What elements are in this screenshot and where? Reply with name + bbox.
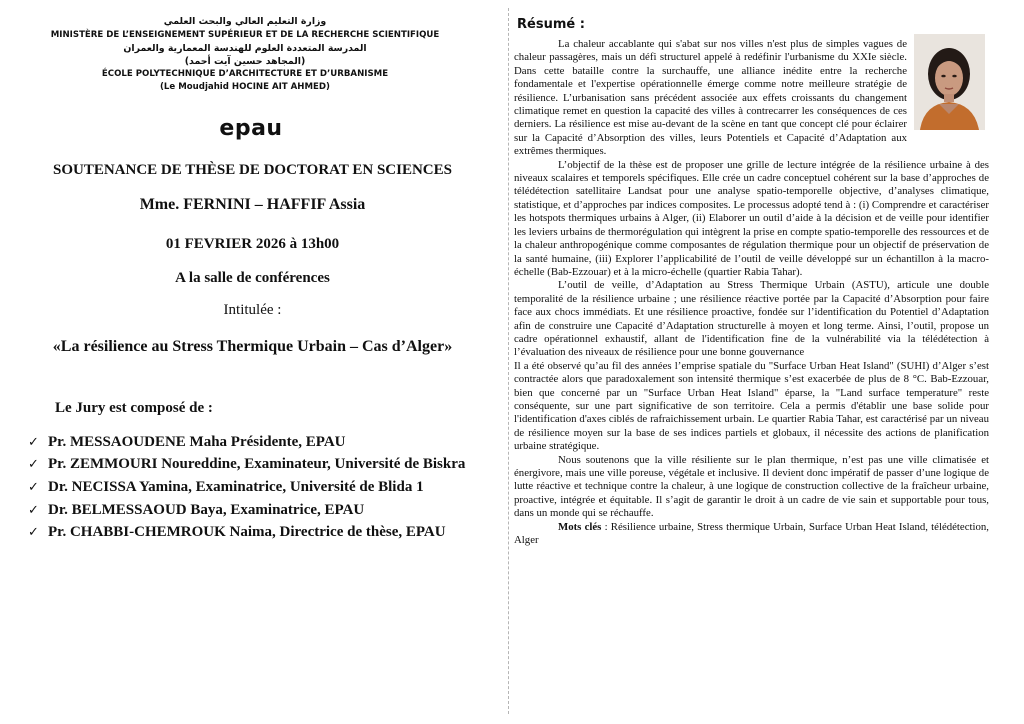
defense-venue: A la salle de conférences [175,270,330,286]
check-icon: ✓ [28,434,39,450]
summary-panel [514,0,1019,724]
jury-heading: Le Jury est composé de : [55,400,213,416]
school-named-french: (Le Moudjahid HOCINE AIT AHMED) [160,82,330,92]
page-divider [508,8,509,714]
summary-paragraph: L’objectif de la thèse est de proposer une grille de lecture intégrée de la résilience urbaine à des niveaux scalaires et temporels spécifiques. Elle crée un cadre conceptuel cohérent sur la base d’approches de télédétection satellitaire Landsat pour une analyse spatio-temporelle objective, d’analyses climatique, statistique, et d’approches par indices composites. Le processus adopté tend à : (i) Comprendre et caractériser les hotspots thermiques urbains à Alger, (ii) Elaborer un outil d’aide à la décision et de veille pour identifier les leviers urbains de thermorégulation qui intègrent la prise en compte spatio-temporelle des ressources et de la chaleur anthropogénique comme composantes de régulation thermique pour un objectif de préservation de la santé humaine, (iii) Explorer l’applicabilité de l’outil de veille développé sur un échantillon à la macro-échelle (Bab-Ezzouar) et à la micro-échelle (quartier Rabia Tahar). [514,158,989,278]
school-named-arabic: (المجاهد حسين آيت أحمد) [184,56,306,67]
thesis-title: «La résilience au Stress Thermique Urbain – Cas d’Alger» [52,338,453,355]
keywords-label: Mots clés [558,520,602,533]
summary-heading: Résumé : [517,17,585,32]
jury-member: ✓ Pr. MESSAOUDENE Maha Présidente, EPAU [28,433,346,450]
check-icon: ✓ [28,479,39,495]
ministry-arabic: وزارة التعليم العالي والبحث العلمي [163,16,327,27]
titled-label: Intitulée : [223,302,282,318]
jury-member: ✓ Pr. ZEMMOURI Noureddine, Examinateur, Université de Biskra [28,456,466,473]
keywords-list: : Résilience urbaine, Stress thermique Urbain, Surface Urban Heat Island, télédétection, Alger [514,520,990,547]
candidate-name: Mme. FERNINI – HAFFIF Assia [139,196,366,213]
jury-member: ✓ Dr. BELMESSAOUD Baya, Examinatrice, EPAU [28,501,365,518]
jury-member: ✓ Pr. CHABBI-CHEMROUK Naima, Directrice de thèse, EPAU [28,524,446,541]
summary-paragraph: Nous soutenons que la ville résiliente sur le plan thermique, n’est pas une ville climatisée et énergivore, mais une ville poreuse, végétale et inclusive. Il devient donc impératif de passer d’une logique de lutte réactive et technique contre la chaleur, à une logique de construction collective de la fraîcheur urbaine, proactive, intégrée et équitable. Il s’agit de garantir le droit à un cadre de vie sain et supportable pour tous, dans un monde qui se réchauffe. [514,453,989,520]
defense-date: 01 FEVRIER 2026 à 13h00 [165,236,340,252]
check-icon: ✓ [28,502,39,518]
summary-paragraph: La chaleur accablante qui s'abat sur nos villes n'est plus de simples vagues de chaleur passagères, mais un défi structurel appelé à redéfinir l'urbanisme du XXIe siècle. Dans cette bataille contre la surchauffe, une alliance inédite entre la recherche fondamentale et l'expertise opérationnelle émerge comme notre meilleure stratégie de résilience. L’urbanisation sans précédent associée aux effets croissants du changement climatique remet en question la capacité des villes à contrecarrer les conséquences de ces derniers. La résilience est mise au-devant de la scène en tant que concept clé pour éclairer sur la Capacité d’Absorption des villes, leurs Potentiels et Capacité d’Adaptation aux extrêmes thermiques. [514,38,907,158]
school-french: ÉCOLE POLYTECHNIQUE D’ARCHITECTURE ET D’URBANISME [101,69,389,79]
summary-paragraph: L’outil de veille, d’Adaptation au Stress Thermique Urbain (ASTU), articule une double temporalité de la résilience urbaine ; une résilience réactive portée par la Capacité d’Absorption pour faire face aux chocs immédiats. Et une résilience proactive, fondée sur l’identification du Potentiel d’Adaptation afin de construire une Capacité d’Adaptation structurelle à moyen et long terme. Ainsi, l’outil, propose un cadre opérationnel exhaustif, allant de l'identification fine de la vulnérabilité via la télédétection à l’évaluation des niveaux de résilience pour une bonne gouvernance [514,279,989,359]
epau-logo: epau [219,116,283,141]
summary-text [514,38,989,547]
school-arabic: المدرسة المتعددة العلوم للهندسة المعمارية والعمران [123,43,367,54]
check-icon: ✓ [28,457,39,473]
keywords [514,521,989,548]
announcement-panel [0,0,505,724]
defense-title: SOUTENANCE DE THÈSE DE DOCTORAT EN SCIENCES [52,162,452,178]
jury-member: ✓ Dr. NECISSA Yamina, Examinatrice, Université de Blida 1 [28,478,424,495]
summary-paragraph: Il a été observé qu’au fil des années l’emprise spatiale du "Surface Urban Heat Island" (SUHI) d’Alger s’est contractée alors que paradoxalement son intensité thermique s’est exacerbée de plus de 8 °C. Bab-Ezzouar, bien que concerné par un "Surface Urban Heat Island" éparse, la "Land surface temperature" reste conséquente, sur une part significative de son territoire. Cela a permis d'établir une base solide pour l'identification d'axes ciblés de rafraichissement urbain. Le quartier Rabia Tahar, est caractérisé par un niveau de résilience moyen sur la base de ses indices partiels et globaux, il nécessite des actions de planification urbaine stratégique. [514,359,989,453]
check-icon: ✓ [28,525,39,541]
ministry-french: MINISTÈRE DE L’ENSEIGNEMENT SUPÉRIEUR ET DE LA RECHERCHE SCIENTIFIQUE [50,30,440,40]
jury-list [28,431,465,544]
